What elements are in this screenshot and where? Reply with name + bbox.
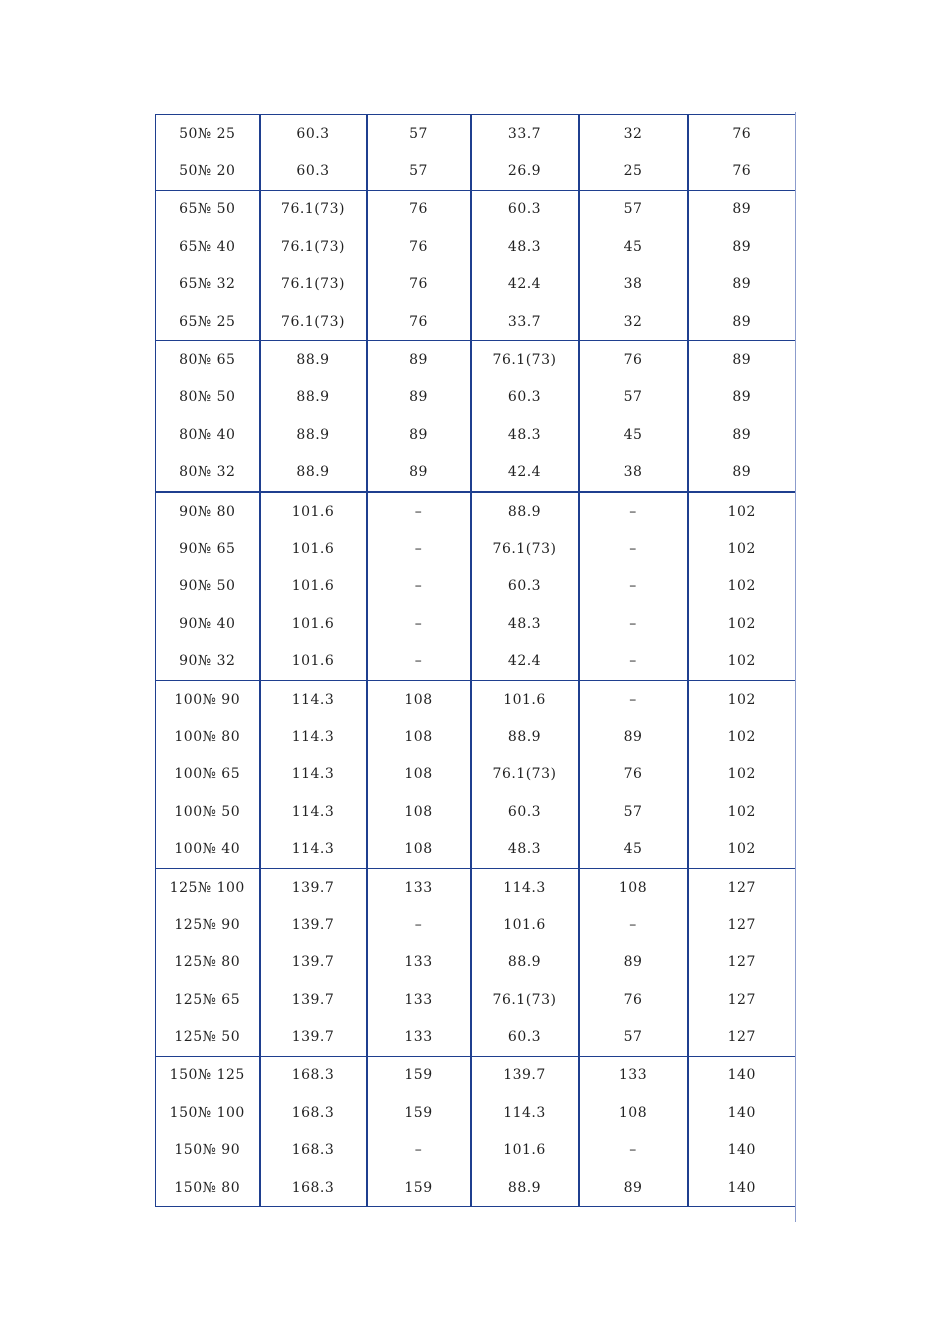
col3-cell: – (367, 492, 471, 530)
col4-cell: 76.1(73) (471, 981, 579, 1018)
table-row (156, 341, 796, 379)
col2-cell: 139.7 (260, 906, 367, 943)
col6-cell: 89 (688, 454, 796, 492)
table-row (156, 1056, 796, 1094)
size-cell: 80№ 50 (156, 379, 260, 416)
col3-cell: 133 (367, 1018, 471, 1056)
col3-cell: 89 (367, 341, 471, 379)
pipe-dimension-table-container (155, 114, 796, 1207)
size-cell: 125№ 90 (156, 906, 260, 943)
table-row (156, 303, 796, 341)
table-row (156, 1132, 796, 1169)
col6-cell: 102 (688, 530, 796, 567)
col6-cell: 127 (688, 868, 796, 906)
size-cell: 125№ 50 (156, 1018, 260, 1056)
col5-cell: – (579, 1132, 688, 1169)
col5-cell: 57 (579, 793, 688, 830)
col4-cell: 101.6 (471, 1132, 579, 1169)
col5-cell: – (579, 906, 688, 943)
col4-cell: 114.3 (471, 1094, 579, 1131)
col5-cell: – (579, 568, 688, 605)
size-cell: 150№ 90 (156, 1132, 260, 1169)
col5-cell: – (579, 492, 688, 530)
col5-cell: – (579, 530, 688, 567)
col2-cell: 101.6 (260, 492, 367, 530)
col2-cell: 168.3 (260, 1094, 367, 1131)
col4-cell: 48.3 (471, 228, 579, 265)
col3-cell: 57 (367, 152, 471, 190)
col5-cell: 89 (579, 1169, 688, 1207)
col3-cell: – (367, 1132, 471, 1169)
col4-cell: 48.3 (471, 605, 579, 642)
col2-cell: 168.3 (260, 1169, 367, 1207)
col3-cell: 133 (367, 981, 471, 1018)
table-row (156, 718, 796, 755)
table-row (156, 830, 796, 868)
col2-cell: 139.7 (260, 981, 367, 1018)
table-row (156, 642, 796, 680)
col2-cell: 114.3 (260, 793, 367, 830)
col5-cell: 89 (579, 718, 688, 755)
right-margin-rule (795, 112, 796, 1222)
col4-cell: 60.3 (471, 1018, 579, 1056)
col5-cell: – (579, 680, 688, 718)
col6-cell: 127 (688, 944, 796, 981)
size-cell: 65№ 25 (156, 303, 260, 341)
col3-cell: – (367, 906, 471, 943)
col5-cell: 76 (579, 756, 688, 793)
col6-cell: 89 (688, 379, 796, 416)
col4-cell: 60.3 (471, 793, 579, 830)
col5-cell: 32 (579, 303, 688, 341)
table-row (156, 568, 796, 605)
col6-cell: 102 (688, 568, 796, 605)
col3-cell: 76 (367, 228, 471, 265)
size-cell: 90№ 80 (156, 492, 260, 530)
size-cell: 125№ 80 (156, 944, 260, 981)
table-row (156, 1169, 796, 1207)
col6-cell: 127 (688, 981, 796, 1018)
col3-cell: 133 (367, 868, 471, 906)
col2-cell: 101.6 (260, 642, 367, 680)
col4-cell: 76.1(73) (471, 530, 579, 567)
col6-cell: 102 (688, 492, 796, 530)
col6-cell: 102 (688, 718, 796, 755)
col5-cell: 38 (579, 266, 688, 303)
col5-cell: – (579, 642, 688, 680)
col2-cell: 139.7 (260, 868, 367, 906)
col4-cell: 60.3 (471, 190, 579, 228)
col3-cell: 159 (367, 1094, 471, 1131)
table-row (156, 530, 796, 567)
col4-cell: 76.1(73) (471, 341, 579, 379)
col6-cell: 89 (688, 416, 796, 453)
col3-cell: 76 (367, 303, 471, 341)
col6-cell: 102 (688, 605, 796, 642)
col3-cell: 76 (367, 190, 471, 228)
col5-cell: 45 (579, 228, 688, 265)
col2-cell: 114.3 (260, 756, 367, 793)
col4-cell: 88.9 (471, 944, 579, 981)
col3-cell: 159 (367, 1056, 471, 1094)
size-cell: 100№ 50 (156, 793, 260, 830)
col5-cell: 89 (579, 944, 688, 981)
col6-cell: 76 (688, 152, 796, 190)
col4-cell: 88.9 (471, 492, 579, 530)
col6-cell: 127 (688, 906, 796, 943)
col2-cell: 76.1(73) (260, 228, 367, 265)
table-row (156, 944, 796, 981)
col5-cell: 45 (579, 830, 688, 868)
col3-cell: – (367, 568, 471, 605)
col5-cell: 76 (579, 981, 688, 1018)
col2-cell: 88.9 (260, 341, 367, 379)
col2-cell: 76.1(73) (260, 303, 367, 341)
col5-cell: 57 (579, 1018, 688, 1056)
table-row (156, 906, 796, 943)
col3-cell: – (367, 642, 471, 680)
table-row (156, 868, 796, 906)
col4-cell: 42.4 (471, 454, 579, 492)
col5-cell: 25 (579, 152, 688, 190)
col2-cell: 88.9 (260, 416, 367, 453)
col5-cell: 108 (579, 868, 688, 906)
col4-cell: 88.9 (471, 1169, 579, 1207)
col2-cell: 114.3 (260, 680, 367, 718)
col6-cell: 140 (688, 1132, 796, 1169)
col3-cell: 108 (367, 793, 471, 830)
col4-cell: 76.1(73) (471, 756, 579, 793)
col5-cell: 38 (579, 454, 688, 492)
table-row (156, 981, 796, 1018)
table-row (156, 416, 796, 453)
size-cell: 50№ 25 (156, 115, 260, 153)
size-cell: 150№ 100 (156, 1094, 260, 1131)
col6-cell: 140 (688, 1094, 796, 1131)
size-cell: 65№ 50 (156, 190, 260, 228)
table-row (156, 379, 796, 416)
col2-cell: 101.6 (260, 568, 367, 605)
col4-cell: 101.6 (471, 906, 579, 943)
col4-cell: 33.7 (471, 115, 579, 153)
col3-cell: 108 (367, 718, 471, 755)
col6-cell: 102 (688, 642, 796, 680)
col2-cell: 88.9 (260, 454, 367, 492)
col3-cell: 159 (367, 1169, 471, 1207)
col3-cell: 108 (367, 680, 471, 718)
size-cell: 100№ 65 (156, 756, 260, 793)
col2-cell: 76.1(73) (260, 190, 367, 228)
size-cell: 150№ 80 (156, 1169, 260, 1207)
col4-cell: 48.3 (471, 416, 579, 453)
col6-cell: 89 (688, 190, 796, 228)
col2-cell: 114.3 (260, 718, 367, 755)
col6-cell: 89 (688, 341, 796, 379)
size-cell: 100№ 90 (156, 680, 260, 718)
col3-cell: 57 (367, 115, 471, 153)
col3-cell: 89 (367, 454, 471, 492)
table-row (156, 1018, 796, 1056)
col2-cell: 60.3 (260, 115, 367, 153)
col6-cell: 89 (688, 228, 796, 265)
col4-cell: 139.7 (471, 1056, 579, 1094)
table-row (156, 793, 796, 830)
size-cell: 90№ 65 (156, 530, 260, 567)
col6-cell: 140 (688, 1169, 796, 1207)
col5-cell: 108 (579, 1094, 688, 1131)
size-cell: 80№ 40 (156, 416, 260, 453)
col5-cell: 32 (579, 115, 688, 153)
size-cell: 80№ 65 (156, 341, 260, 379)
table-row (156, 190, 796, 228)
size-cell: 100№ 40 (156, 830, 260, 868)
col5-cell: 76 (579, 341, 688, 379)
table-row (156, 115, 796, 153)
col5-cell: 57 (579, 190, 688, 228)
col5-cell: 45 (579, 416, 688, 453)
col3-cell: – (367, 530, 471, 567)
col4-cell: 60.3 (471, 568, 579, 605)
table-body (156, 115, 796, 1207)
size-cell: 125№ 65 (156, 981, 260, 1018)
col3-cell: 89 (367, 379, 471, 416)
col4-cell: 88.9 (471, 718, 579, 755)
col6-cell: 102 (688, 793, 796, 830)
pipe-dimension-table (155, 114, 796, 1207)
col2-cell: 76.1(73) (260, 266, 367, 303)
col4-cell: 42.4 (471, 642, 579, 680)
col3-cell: 76 (367, 266, 471, 303)
table-row (156, 228, 796, 265)
col2-cell: 139.7 (260, 1018, 367, 1056)
size-cell: 90№ 32 (156, 642, 260, 680)
col6-cell: 76 (688, 115, 796, 153)
col2-cell: 114.3 (260, 830, 367, 868)
col4-cell: 48.3 (471, 830, 579, 868)
col2-cell: 88.9 (260, 379, 367, 416)
col4-cell: 26.9 (471, 152, 579, 190)
size-cell: 150№ 125 (156, 1056, 260, 1094)
col3-cell: – (367, 605, 471, 642)
col6-cell: 140 (688, 1056, 796, 1094)
col4-cell: 114.3 (471, 868, 579, 906)
col5-cell: – (579, 605, 688, 642)
table-row (156, 266, 796, 303)
table-row (156, 605, 796, 642)
col4-cell: 42.4 (471, 266, 579, 303)
col6-cell: 102 (688, 680, 796, 718)
table-row (156, 756, 796, 793)
col4-cell: 33.7 (471, 303, 579, 341)
table-row (156, 454, 796, 492)
col5-cell: 133 (579, 1056, 688, 1094)
size-cell: 90№ 50 (156, 568, 260, 605)
table-row (156, 1094, 796, 1131)
size-cell: 125№ 100 (156, 868, 260, 906)
table-row (156, 152, 796, 190)
size-cell: 100№ 80 (156, 718, 260, 755)
col2-cell: 101.6 (260, 530, 367, 567)
size-cell: 80№ 32 (156, 454, 260, 492)
col4-cell: 101.6 (471, 680, 579, 718)
col4-cell: 60.3 (471, 379, 579, 416)
col6-cell: 89 (688, 266, 796, 303)
col2-cell: 60.3 (260, 152, 367, 190)
col3-cell: 133 (367, 944, 471, 981)
size-cell: 90№ 40 (156, 605, 260, 642)
col5-cell: 57 (579, 379, 688, 416)
col2-cell: 168.3 (260, 1132, 367, 1169)
size-cell: 50№ 20 (156, 152, 260, 190)
col2-cell: 101.6 (260, 605, 367, 642)
size-cell: 65№ 32 (156, 266, 260, 303)
col3-cell: 108 (367, 756, 471, 793)
col2-cell: 139.7 (260, 944, 367, 981)
col6-cell: 127 (688, 1018, 796, 1056)
col2-cell: 168.3 (260, 1056, 367, 1094)
col3-cell: 108 (367, 830, 471, 868)
col6-cell: 102 (688, 756, 796, 793)
table-row (156, 680, 796, 718)
col6-cell: 102 (688, 830, 796, 868)
table-row (156, 492, 796, 530)
col6-cell: 89 (688, 303, 796, 341)
col3-cell: 89 (367, 416, 471, 453)
size-cell: 65№ 40 (156, 228, 260, 265)
